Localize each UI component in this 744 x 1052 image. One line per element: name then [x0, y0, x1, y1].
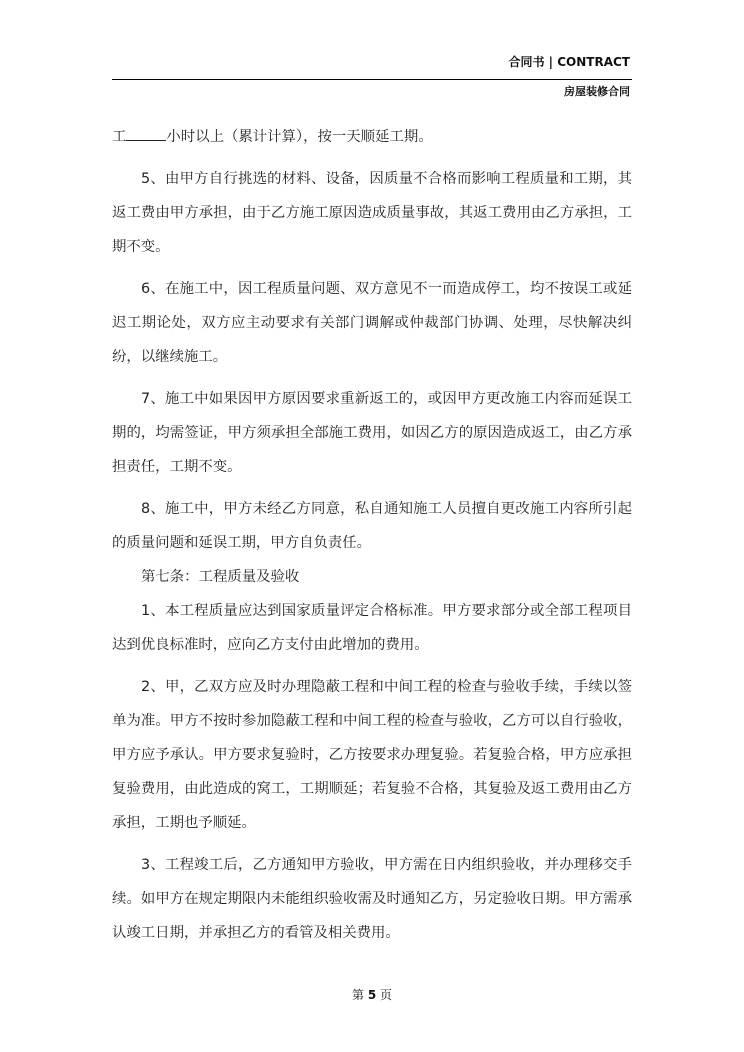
clause-1: 1、本工程质量应达到国家质量评定合格标准。甲方要求部分或全部工程项目达到优良标准时，应向乙方支付由此增加的费用。 [112, 603, 632, 653]
header-brand: 合同书 | CONTRACT [508, 55, 630, 69]
paragraph-continuation [112, 120, 632, 154]
page-footer [0, 986, 744, 1003]
paragraph-6: 6、在施工中，因工程质量问题、双方意见不一而造成停工，均不按误工或延迟工期论处，双方应主动要求有关部门调解或仲裁部门协调、处理，尽快解决纠纷，以继续施工。 [112, 281, 632, 365]
footer-suffix: 页 [380, 988, 393, 1002]
footer-prefix: 第 [351, 988, 364, 1002]
text-fragment: 小时以上（累计计算），按一天顺延工期。 [166, 129, 433, 145]
article-7-heading: 第七条：工程质量及验收 [141, 569, 300, 585]
document-body [112, 120, 632, 950]
paragraph-5: 5、由甲方自行挑选的材料、设备，因质量不合格而影响工程质量和工期，其返工费由甲方承担，由于乙方施工原因造成质量事故，其返工费用由乙方承担，工期不变。 [112, 171, 632, 255]
header-doc-title: 房屋装修合同 [564, 85, 630, 98]
page-number: 5 [367, 988, 377, 1002]
header-divider [112, 79, 632, 80]
paragraph-8: 8、施工中，甲方未经乙方同意，私自通知施工人员擅自更改施工内容所引起的质量问题和延误工期，甲方自负责任。 [112, 501, 632, 551]
clause-3: 3、工程竣工后，乙方通知甲方验收，甲方需在日内组织验收，并办理移交手续。如甲方在规定期限内未能组织验收需及时通知乙方，另定验收日期。甲方需承认竣工日期，并承担乙方的看管及相关费用。 [112, 857, 632, 941]
paragraph-7: 7、施工中如果因甲方原因要求重新返工的，或因甲方更改施工内容而延误工期的，均需签证，甲方须承担全部施工费用，如因乙方的原因造成返工，由乙方承担责任，工期不变。 [112, 391, 632, 475]
clause-2: 2、甲，乙双方应及时办理隐蔽工程和中间工程的检查与验收手续，手续以签单为准。甲方不按时参加隐蔽工程和中间工程的检查与验收，乙方可以自行验收，甲方应予承认。甲方要求复验时，乙方按要求办理复验。若复验合格，甲方应承担复验费用，由此造成的窝工，工期顺延；若复验不合格，其复验及返工费用由乙方承担，工期也予顺延。 [112, 679, 632, 831]
text-fragment: 工 [112, 129, 127, 145]
fill-in-blank [126, 126, 166, 141]
